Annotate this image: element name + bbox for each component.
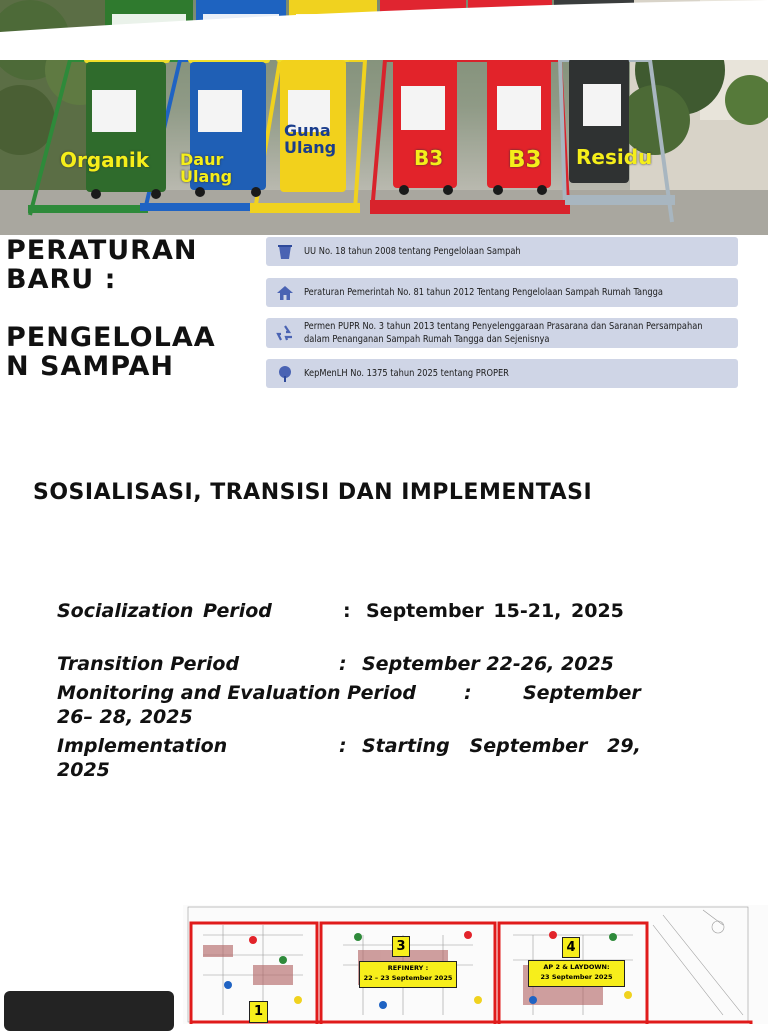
hero-bottom-curve (0, 0, 768, 60)
tree-icon (276, 365, 294, 383)
schedule-item-transition (57, 652, 647, 676)
schedule-item-monitoring (57, 681, 647, 729)
zone-badge-4: 4 (562, 937, 580, 958)
schedule-label: Transition Period (57, 653, 240, 675)
schedule-value: September 15-21, 2025 (366, 600, 624, 622)
bin-label-b3-first: B3 (414, 146, 444, 170)
zone-caption-ap2-laydown: AP 2 & LAYDOWN: 23 September 2025 (528, 960, 625, 987)
site-map-drawing (183, 905, 768, 1024)
schedule-value: Starting September 29, (362, 735, 641, 757)
regulation-text: KepMenLH No. 1375 tahun 2025 tentang PROPER (304, 368, 509, 379)
regulation-text: UU No. 18 tahun 2008 tentang Pengelolaan Sampah (304, 246, 521, 257)
schedule-colon: : (339, 735, 347, 757)
bin-label-guna-ulang: Guna Ulang (284, 121, 337, 157)
regulation-text: Peraturan Pemerintah No. 81 tahun 2012 Tentang Pengelolaan Sampah Rumah Tangga (304, 287, 663, 298)
regulation-item (266, 278, 738, 307)
zone-badge-3: 3 (392, 936, 410, 957)
dark-card (4, 991, 174, 1031)
schedule-value: September 22-26, 2025 (362, 653, 614, 675)
zone-caption-refinery: REFINERY : 22 – 23 September 2025 (359, 961, 457, 988)
recycle-icon (276, 324, 294, 342)
regulation-item (266, 237, 738, 266)
trash-bin-icon (276, 243, 294, 261)
schedule-label: Socialization Period (57, 600, 272, 622)
title-line-peraturan: PERATURAN BARU : (6, 235, 198, 295)
regulation-item (266, 318, 738, 348)
schedule-colon: : (339, 653, 347, 675)
regulation-item (266, 359, 738, 388)
schedule-value-continued: 2025 (57, 759, 110, 781)
schedule-item-socialization (57, 599, 647, 623)
schedule-colon: : (464, 682, 472, 704)
house-icon (276, 284, 294, 302)
regulation-text: Permen PUPR No. 3 tahun 2013 tentang Penyelenggaraan Prasarana dan Saranan Persampahan dalam Penanganan Sampah Rumah Tangga dan Sejenisnya (304, 321, 703, 345)
schedule-colon: : (343, 600, 351, 622)
zone-badge-1: 1 (249, 1001, 268, 1023)
bin-label-daur-ulang: Daur Ulang (180, 150, 233, 186)
title-line-pengelolaan: PENGELOLAA N SAMPAH (6, 322, 216, 382)
site-map (183, 905, 768, 1024)
schedule-item-implementation (57, 734, 647, 782)
schedule-value: September (523, 682, 641, 704)
schedule-value-continued: 26– 28, 2025 (57, 706, 193, 728)
schedule-label: Monitoring and Evaluation Period (57, 682, 416, 704)
bin-label-organik: Organik (60, 148, 150, 172)
bin-label-b3-second: B3 (508, 147, 542, 173)
bin-label-residu: Residu (576, 145, 653, 169)
section-heading: SOSIALISASI, TRANSISI DAN IMPLEMENTASI (33, 480, 593, 505)
waste-bins-photo (0, 0, 768, 235)
schedule-label: Implementation (57, 735, 228, 757)
page-title (6, 236, 236, 381)
